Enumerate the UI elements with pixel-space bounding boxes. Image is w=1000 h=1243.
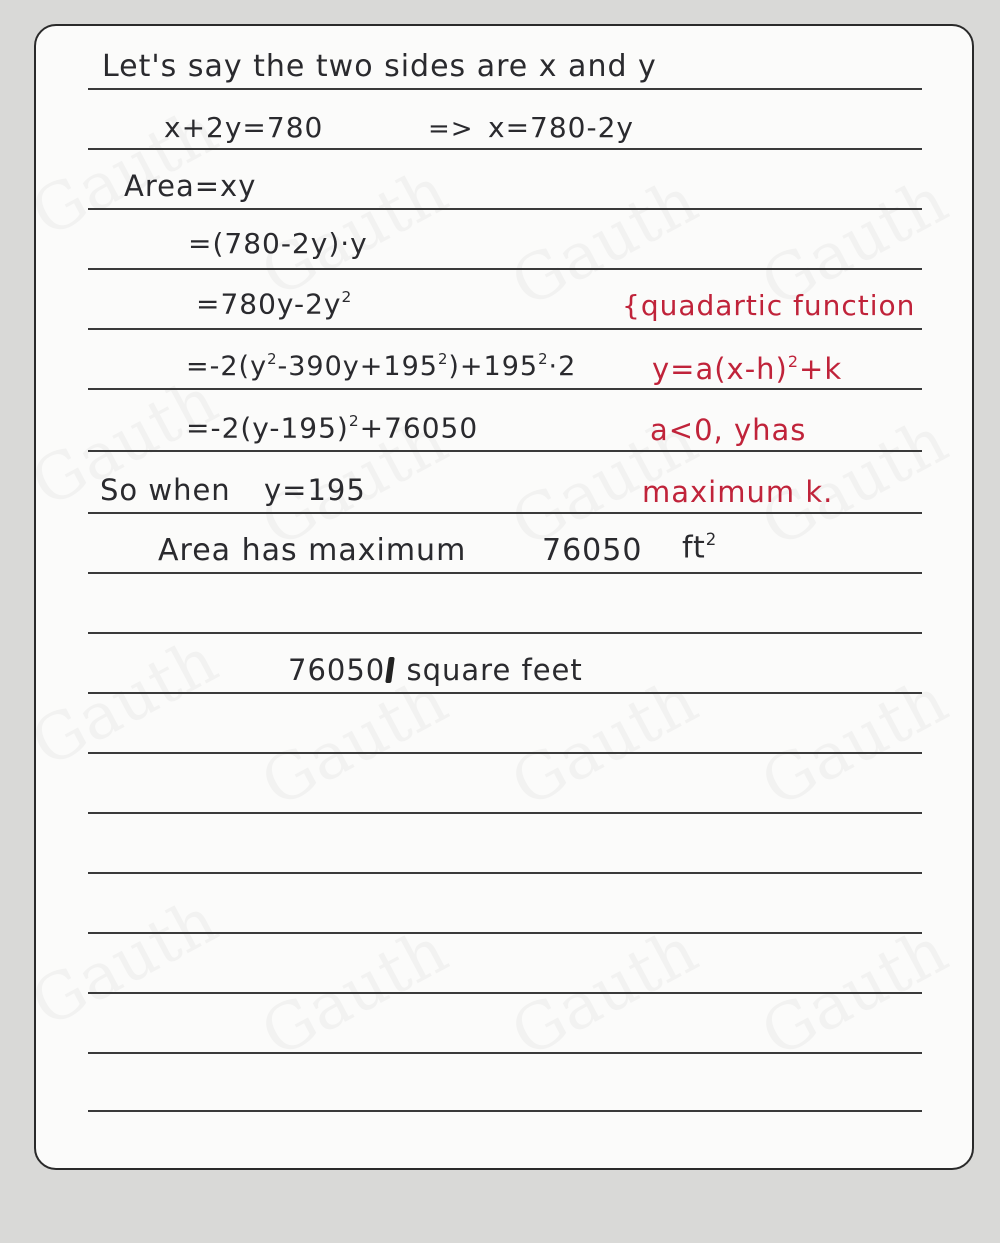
solve-for-x: x=780-2y — [488, 111, 634, 144]
vertex-form — [652, 351, 843, 386]
vertex-form-b: +k — [799, 351, 843, 386]
implies-arrow: => — [428, 114, 474, 144]
vertex-result-a: =-2(y-195) — [186, 411, 349, 445]
exponent: 2 — [348, 412, 360, 430]
vertex-result-b: +76050 — [359, 411, 479, 445]
ruled-line — [88, 632, 922, 634]
ruled-line — [88, 692, 922, 694]
ruled-line — [88, 872, 922, 874]
area-maximum-statement: Area has maximum — [158, 533, 467, 568]
final-answer-number: 76050 — [288, 653, 386, 687]
note-title: {quadartic function — [622, 289, 916, 322]
cts-part-c: )+195 — [448, 351, 539, 383]
area-substitution: =(780-2y)·y — [188, 227, 368, 260]
ruled-line — [88, 388, 922, 390]
ruled-line — [88, 148, 922, 150]
negative-leading-coefficient: a<0, yhas — [650, 413, 807, 447]
optimal-y: y=195 — [264, 473, 366, 507]
final-answer — [288, 653, 583, 687]
unit-ft: ft — [682, 530, 706, 566]
constraint-equation: x+2y=780 — [164, 111, 324, 144]
exponent: 2 — [538, 350, 549, 368]
ruled-line — [88, 572, 922, 574]
ruled-line — [88, 328, 922, 330]
final-answer-unit: square feet — [406, 653, 583, 687]
ink-scribble — [385, 657, 395, 683]
ruled-line — [88, 932, 922, 934]
notebook-page — [34, 24, 974, 1170]
exponent: 2 — [437, 350, 449, 368]
exponent: 2 — [705, 530, 718, 549]
area-expanded-base: =780y-2y — [196, 287, 342, 321]
ruled-line — [88, 812, 922, 814]
exponent: 2 — [787, 352, 800, 371]
cts-part-d: ·2 — [548, 351, 577, 383]
watermark — [34, 884, 229, 1042]
ruled-line — [88, 268, 922, 270]
cts-part-b: -390y+195 — [277, 351, 438, 383]
watermark — [250, 664, 459, 822]
ruled-line — [88, 1052, 922, 1054]
ruled-line — [88, 208, 922, 210]
exponent: 2 — [267, 350, 278, 368]
so-when: So when — [100, 473, 231, 507]
watermark — [500, 664, 709, 822]
area-product: =xy — [194, 169, 257, 203]
area-expanded-exponent: 2 — [341, 288, 353, 306]
ruled-line — [88, 450, 922, 452]
complete-the-square — [186, 350, 577, 383]
ruled-line — [88, 88, 922, 90]
area-maximum-value: 76050 — [542, 533, 643, 568]
ruled-line — [88, 512, 922, 514]
intro-line: Let's say the two sides are x and y — [102, 49, 657, 84]
cts-part-a: =-2(y — [186, 351, 268, 383]
watermark — [34, 624, 229, 782]
area-label: Area — [124, 169, 195, 203]
area-unit — [682, 530, 718, 566]
maximum-conclusion: maximum k. — [642, 475, 834, 509]
watermark — [750, 664, 959, 822]
ruled-line — [88, 992, 922, 994]
ruled-line — [88, 1110, 922, 1112]
vertex-form-result — [186, 411, 479, 445]
ruled-line — [88, 752, 922, 754]
area-definition — [124, 169, 257, 203]
vertex-form-a: y=a(x-h) — [652, 351, 788, 386]
area-expanded — [196, 287, 353, 321]
